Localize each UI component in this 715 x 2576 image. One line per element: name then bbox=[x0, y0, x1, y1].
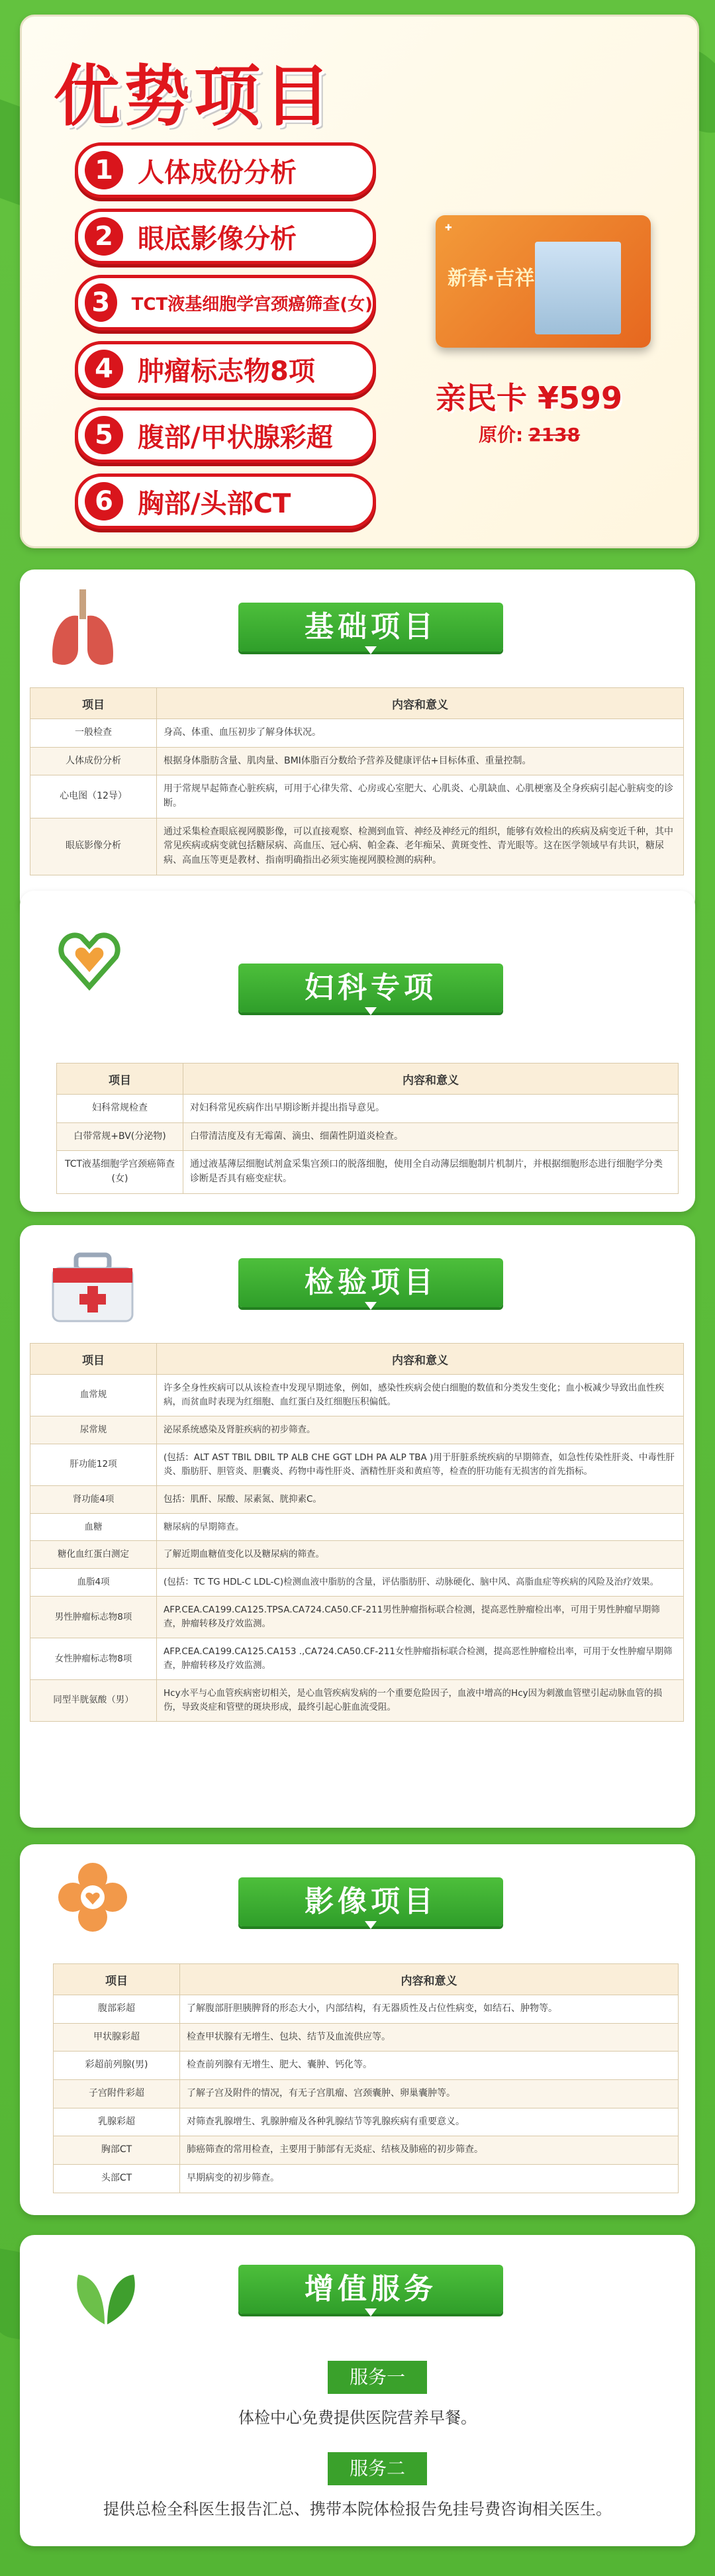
table-row bbox=[30, 1569, 684, 1597]
membership-card-image bbox=[436, 215, 651, 348]
table-cell: 用于常规早起筛查心脏疾病，可用于心律失常、心房或心室肥大、心肌炎、心肌缺血、心肌梗塞及全身疾病引起心脏病变的诊断。 bbox=[157, 775, 684, 818]
service-text: 提供总检全科医生报告汇总、携带本院体检报告免挂号费咨询相关医生。 bbox=[103, 2500, 612, 2518]
table-cell: 肾功能4项 bbox=[30, 1485, 157, 1513]
flower-icon bbox=[56, 1861, 129, 1934]
table-cell: 了解近期血糖值变化以及糖尿病的筛查。 bbox=[157, 1541, 684, 1569]
table-row bbox=[30, 1444, 684, 1485]
table-cell: 许多全身性疾病可以从该检查中发现早期迹象，例如，感染性疾病会使白细胞的数值和分类发生变化；血小板减少导致出血性疾病，而贫血时表现为红细胞、血红蛋白及红细胞压积偏低。 bbox=[157, 1375, 684, 1416]
table-row bbox=[54, 2165, 679, 2193]
original-price-label: 原价: bbox=[479, 424, 524, 446]
table-row bbox=[54, 2052, 679, 2080]
original-price-value: 2138 bbox=[528, 424, 581, 446]
table-cell: 早期病变的初步筛查。 bbox=[180, 2165, 679, 2193]
table-header: 内容和意义 bbox=[157, 1344, 684, 1375]
imaging-title-text: 影像项目 bbox=[305, 1885, 437, 1918]
gyn-title-text: 妇科专项 bbox=[305, 971, 437, 1005]
imaging-table bbox=[53, 1963, 679, 2193]
table-cell: TCT液基细胞学宫颈癌筛查(女) bbox=[57, 1151, 183, 1193]
table-cell: 糖化血红蛋白测定 bbox=[30, 1541, 157, 1569]
table-cell: 白带清洁度及有无霉菌、滴虫、细菌性阴道炎检查。 bbox=[183, 1122, 679, 1151]
value-section bbox=[20, 2235, 695, 2546]
table-cell: 对筛查乳腺增生、乳腺肿瘤及各种乳腺结节等乳腺疾病有重要意义。 bbox=[180, 2108, 679, 2136]
table-cell: 对妇科常见疾病作出早期诊断并提出指导意见。 bbox=[183, 1095, 679, 1123]
item-number: 2 bbox=[85, 217, 123, 256]
table-row bbox=[54, 2108, 679, 2136]
table-cell: 白带常规+BV(分泌物) bbox=[57, 1122, 183, 1151]
advantage-item bbox=[75, 275, 376, 330]
table-cell: 了解子宫及附件的情况，有无子宫肌瘤、宫颈囊肿、卵巢囊肿等。 bbox=[180, 2080, 679, 2108]
table-row bbox=[30, 775, 684, 818]
table-row bbox=[30, 1541, 684, 1569]
table-cell: 泌尿系统感染及肾脏疾病的初步筛查。 bbox=[157, 1416, 684, 1444]
table-cell: 糖尿病的早期筛查。 bbox=[157, 1513, 684, 1541]
heart-icon bbox=[56, 927, 122, 993]
table-cell: 人体成份分析 bbox=[30, 747, 157, 775]
gyn-section-title bbox=[238, 964, 503, 1013]
table-cell: 身高、体重、血压初步了解身体状况。 bbox=[157, 719, 684, 748]
table-cell: Hcy水平与心血管疾病密切相关，是心血管疾病发病的一个重要危险因子，血液中增高的Hcy因为刺激血管壁引起动脉血管的损伤，导致炎症和管壁的斑块形成，最终引起心脏血流受阻。 bbox=[157, 1679, 684, 1721]
table-header: 内容和意义 bbox=[183, 1064, 679, 1095]
down-arrow-icon bbox=[365, 2308, 377, 2316]
table-cell: 血糖 bbox=[30, 1513, 157, 1541]
value-title-text: 增值服务 bbox=[305, 2272, 437, 2306]
value-section-title bbox=[238, 2265, 503, 2314]
lungs-icon bbox=[46, 586, 119, 672]
table-cell: 通过液基薄层细胞试剂盒采集宫颈口的脱落细胞，使用全自动薄层细胞制片机制片，并根据细胞形态进行细胞学分类诊断是否具有癌变症状。 bbox=[183, 1151, 679, 1193]
item-number: 1 bbox=[85, 151, 123, 189]
table-row bbox=[30, 1375, 684, 1416]
table-cell: 头部CT bbox=[54, 2165, 180, 2193]
item-label: 肿瘤标志物8项 bbox=[138, 356, 315, 387]
table-row bbox=[54, 2023, 679, 2052]
table-cell: 女性肿瘤标志物8项 bbox=[30, 1638, 157, 1680]
basic-table bbox=[30, 687, 684, 875]
table-cell: 腹部彩超 bbox=[54, 1995, 180, 2024]
table-row bbox=[54, 2136, 679, 2165]
service-text: 体检中心免费提供医院营养早餐。 bbox=[238, 2408, 477, 2427]
medical-kit-icon bbox=[50, 1252, 136, 1324]
item-number: 3 bbox=[85, 283, 117, 322]
table-header: 项目 bbox=[30, 688, 157, 719]
table-cell: 彩超前列腺(男) bbox=[54, 2052, 180, 2080]
table-row bbox=[30, 1485, 684, 1513]
advantage-item bbox=[75, 341, 376, 397]
table-cell: 肺癌筛查的常用检查，主要用于肺部有无炎症、结核及肺癌的初步筛查。 bbox=[180, 2136, 679, 2165]
basic-section bbox=[20, 570, 695, 914]
table-cell: 血脂4项 bbox=[30, 1569, 157, 1597]
table-header: 内容和意义 bbox=[157, 688, 684, 719]
basic-title-text: 基础项目 bbox=[305, 610, 437, 644]
imaging-section bbox=[20, 1844, 695, 2215]
table-row bbox=[54, 1995, 679, 2024]
card-price: 亲民卡 ¥599 bbox=[436, 380, 623, 416]
down-arrow-icon bbox=[365, 1302, 377, 1310]
table-cell: 子宫附件彩超 bbox=[54, 2080, 180, 2108]
item-label: 眼底影像分析 bbox=[138, 223, 297, 254]
table-cell: 检查前列腺有无增生、肥大、囊肿、钙化等。 bbox=[180, 2052, 679, 2080]
original-price bbox=[479, 421, 580, 447]
advantage-item bbox=[75, 209, 376, 264]
table-header: 项目 bbox=[57, 1064, 183, 1095]
advantage-item bbox=[75, 473, 376, 529]
table-header: 内容和意义 bbox=[180, 1964, 679, 1995]
down-arrow-icon bbox=[365, 1007, 377, 1015]
table-cell: AFP.CEA.CA199.CA125.CA153 .,CA724.CA50.CF-211女性肿瘤指标联合检测，提高恶性肿瘤检出率，可用于女性肿瘤早期筛查，肿瘤转移及疗效监测。 bbox=[157, 1638, 684, 1680]
table-row bbox=[30, 719, 684, 748]
lab-table bbox=[30, 1343, 684, 1722]
table-row bbox=[30, 1597, 684, 1638]
table-cell: 肝功能12项 bbox=[30, 1444, 157, 1485]
service-tag: 服务二 bbox=[328, 2452, 427, 2485]
table-row bbox=[30, 1679, 684, 1721]
table-cell: (包括：ALT AST TBIL DBIL TP ALB CHE GGT LDH PA ALP TBA )用于肝脏系统疾病的早期筛查，如急性传染性肝炎、中毒性肝炎、脂肪肝、胆管炎、胆囊炎、药物中毒性肝炎、酒精性肝炎和黄疸等，检查的肝功能有无损害的首先指标。 bbox=[157, 1444, 684, 1485]
table-cell: AFP.CEA.CA199.CA125.TPSA.CA724.CA50.CF-211男性肿瘤指标联合检测，提高恶性肿瘤检出率，可用于男性肿瘤早期筛查，肿瘤转移及疗效监测。 bbox=[157, 1597, 684, 1638]
item-label: TCT液基细胞学宫颈癌筛查(女) bbox=[131, 294, 373, 315]
table-row bbox=[57, 1095, 679, 1123]
table-row bbox=[30, 1638, 684, 1680]
hero-title: 优势项目 bbox=[54, 58, 334, 135]
table-row bbox=[57, 1122, 679, 1151]
table-cell: 男性肿瘤标志物8项 bbox=[30, 1597, 157, 1638]
item-label: 人体成份分析 bbox=[138, 157, 297, 188]
imaging-section-title bbox=[238, 1877, 503, 1926]
table-cell: 心电图（12导） bbox=[30, 775, 157, 818]
basic-section-title bbox=[238, 603, 503, 652]
item-number: 5 bbox=[85, 416, 123, 454]
card-slogan: 新春·吉祥 bbox=[448, 267, 535, 290]
table-cell: 通过采集检查眼底视网膜影像，可以直接观察、检测到血管、神经及神经元的组织，能够有效检出的疾病及病变近千种，其中常见疾病或病变就包括糖尿病、高血压、冠心病、帕金森、老年痴呆、黄斑变性、青光眼等。这在医学领域早有共识，糖尿病、高血压等更是教材、指南明确指出必须实施视网膜检测的病种。 bbox=[157, 818, 684, 875]
table-cell: 甲状腺彩超 bbox=[54, 2023, 180, 2052]
table-cell: 尿常规 bbox=[30, 1416, 157, 1444]
table-row bbox=[30, 1513, 684, 1541]
table-cell: (包括：TC TG HDL-C LDL-C)检测血液中脂肪的含量，评估脂肪肝、动脉硬化、脑中风、高脂血症等疾病的风险及治疗效果。 bbox=[157, 1569, 684, 1597]
table-cell: 根据身体脂肪含量、肌肉量、BMI体脂百分数给予营养及健康评估+目标体重、重量控制。 bbox=[157, 747, 684, 775]
item-number: 4 bbox=[85, 350, 123, 388]
table-cell: 血常规 bbox=[30, 1375, 157, 1416]
item-label: 腹部/甲状腺彩超 bbox=[138, 422, 333, 453]
item-label: 胸部/头部CT bbox=[138, 488, 291, 519]
lab-title-text: 检验项目 bbox=[305, 1265, 437, 1299]
hospital-building-icon bbox=[535, 242, 621, 334]
table-cell: 一般检查 bbox=[30, 719, 157, 748]
lab-section-title bbox=[238, 1258, 503, 1307]
table-cell: 乳腺彩超 bbox=[54, 2108, 180, 2136]
table-cell: 同型半胱氨酸（男） bbox=[30, 1679, 157, 1721]
table-cell: 眼底影像分析 bbox=[30, 818, 157, 875]
advantage-item bbox=[75, 407, 376, 463]
table-header: 项目 bbox=[54, 1964, 180, 1995]
down-arrow-icon bbox=[365, 646, 377, 654]
service-tag: 服务一 bbox=[328, 2361, 427, 2394]
hero-card bbox=[20, 15, 699, 548]
table-cell: 包括：肌酐、尿酸、尿素氮、胱抑素C。 bbox=[157, 1485, 684, 1513]
lab-section bbox=[20, 1225, 695, 1828]
gyn-table bbox=[56, 1063, 679, 1194]
table-row bbox=[30, 1416, 684, 1444]
table-row bbox=[30, 818, 684, 875]
advantage-item bbox=[75, 142, 376, 198]
table-cell: 妇科常规检查 bbox=[57, 1095, 183, 1123]
table-row bbox=[30, 747, 684, 775]
table-row bbox=[54, 2080, 679, 2108]
gyn-section bbox=[20, 891, 695, 1212]
table-cell: 检查甲状腺有无增生、包块、结节及血流供应等。 bbox=[180, 2023, 679, 2052]
table-header: 项目 bbox=[30, 1344, 157, 1375]
item-number: 6 bbox=[85, 482, 123, 520]
table-row bbox=[57, 1151, 679, 1193]
table-cell: 胸部CT bbox=[54, 2136, 180, 2165]
table-cell: 了解腹部肝胆胰脾肾的形态大小，内部结构，有无器质性及占位性病变，如结石、肿物等。 bbox=[180, 1995, 679, 2024]
hospital-logo-icon: ✚ bbox=[445, 223, 452, 233]
down-arrow-icon bbox=[365, 1921, 377, 1929]
leaf-heart-icon bbox=[73, 2261, 139, 2328]
